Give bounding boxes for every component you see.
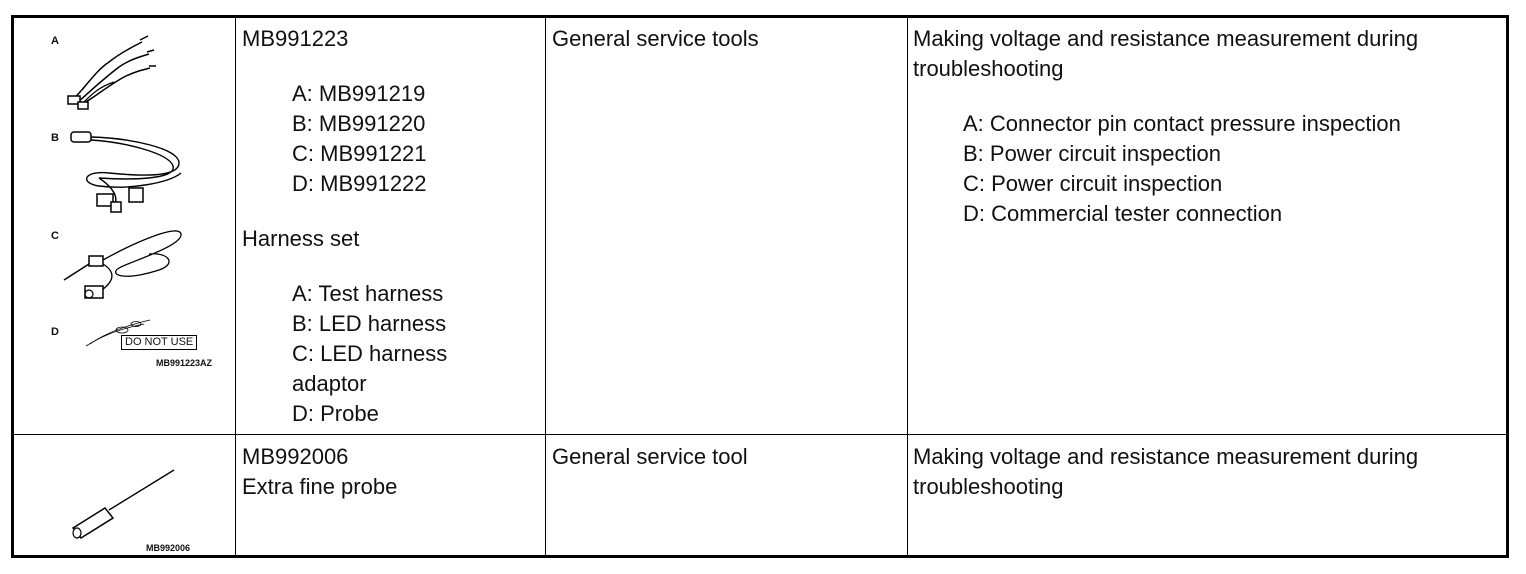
application-item: D: Commercial tester connection — [963, 201, 1283, 226]
tool-name-item: C: LED harness — [292, 341, 448, 366]
led-harness-drawing — [69, 128, 189, 218]
tool-name-item: D: Probe — [292, 401, 379, 426]
tool-number-cell — [242, 442, 397, 502]
tool-name-item: B: LED harness — [292, 311, 447, 336]
tool-name-item: adaptor — [292, 371, 367, 396]
row-divider — [14, 434, 1506, 435]
application-cell — [913, 24, 1418, 229]
tool-number-item: C: MB991221 — [292, 141, 427, 166]
column-divider — [907, 18, 908, 555]
column-divider — [235, 18, 236, 555]
supersession-cell: General service tool — [552, 444, 748, 469]
application-line: troubleshooting — [913, 56, 1064, 81]
illustration-code: MB991223AZ — [156, 358, 213, 368]
tool-number-item: B: MB991220 — [292, 111, 426, 136]
column-divider — [545, 18, 546, 555]
tool-number-item: A: MB991219 — [292, 81, 426, 106]
illustration-label-a: A — [51, 35, 59, 47]
led-harness-adaptor-drawing — [59, 222, 189, 312]
application-line: Making voltage and resistance measurement during — [913, 26, 1419, 51]
tools-table — [11, 15, 1509, 558]
tool-name: Harness set — [242, 226, 360, 251]
tool-number-item: D: MB991222 — [292, 171, 427, 196]
extra-fine-probe-drawing — [69, 468, 179, 538]
tool-name-item: A: Test harness — [292, 281, 444, 306]
application-cell — [913, 442, 1418, 502]
application-line: Making voltage and resistance measurement during — [913, 444, 1419, 469]
application-line: troubleshooting — [913, 474, 1064, 499]
application-item: A: Connector pin contact pressure inspection — [963, 111, 1401, 136]
do-not-use-stamp: DO NOT USE — [121, 335, 197, 350]
tool-number-cell — [242, 24, 447, 429]
application-item: C: Power circuit inspection — [963, 171, 1223, 196]
supersession-cell: General service tools — [552, 26, 759, 51]
application-item: B: Power circuit inspection — [963, 141, 1221, 166]
illustration-code: MB992006 — [146, 543, 191, 553]
illustration-label-d: D — [51, 326, 59, 338]
tool-name: Extra fine probe — [242, 474, 398, 499]
tool-number: MB992006 — [242, 444, 349, 469]
tool-number: MB991223 — [242, 26, 349, 51]
illustration-label-b: B — [51, 132, 59, 144]
illustration-label-c: C — [51, 230, 59, 242]
test-harness-drawing — [64, 32, 154, 112]
